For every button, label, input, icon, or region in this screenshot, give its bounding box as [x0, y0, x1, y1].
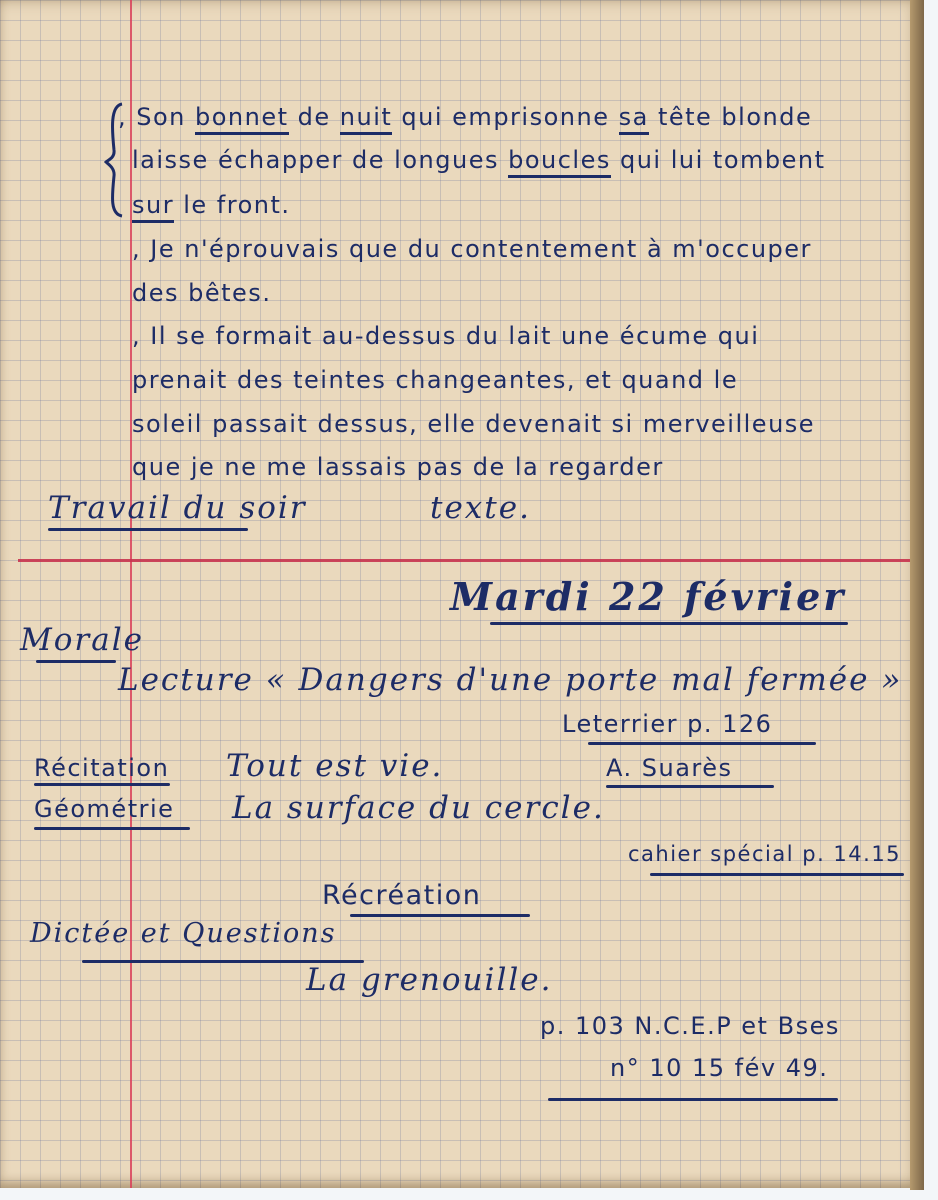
text-line-1 [118, 103, 812, 131]
line1-mid2: qui emprisonne [392, 103, 619, 131]
geometrie-ref-underline [650, 873, 904, 876]
date-heading: Mardi 22 février [450, 574, 847, 619]
word-sa: sa [619, 103, 649, 135]
recitation-underline [34, 783, 170, 786]
line1-mid1: de [288, 103, 340, 131]
dictee-title: La grenouille. [306, 962, 553, 998]
lecture-ref-underline [588, 742, 816, 745]
text-line-3 [132, 191, 291, 219]
notebook-page-edge [910, 0, 924, 1190]
text-line-5: des bêtes. [132, 279, 272, 307]
line1-prefix: , Son [118, 103, 196, 131]
line3-suffix: le front. [174, 191, 291, 219]
recitation-title: Tout est vie. [226, 748, 444, 784]
line1-suffix: tête blonde [648, 103, 813, 131]
dictee-label: Dictée et Questions [30, 918, 337, 949]
evening-label-underline [48, 528, 248, 531]
recreation-heading: Récréation [322, 880, 482, 911]
day-separator-line [18, 559, 910, 562]
recreation-underline [350, 914, 530, 917]
word-boucles: boucles [508, 146, 611, 178]
text-line-8: soleil passait dessus, elle devenait si merveilleuse [132, 410, 816, 438]
recitation-author: A. Suarès [606, 754, 733, 782]
lecture-reference: Leterrier p. 126 [562, 710, 773, 738]
geometrie-label: Géométrie [34, 795, 175, 823]
line2-suffix: qui lui tombent [610, 146, 826, 174]
evening-work-label: Travail du soir [48, 490, 307, 526]
word-sur: sur [132, 191, 174, 223]
word-nuit: nuit [340, 103, 393, 135]
geometrie-reference: cahier spécial p. 14.15 [628, 842, 902, 866]
morale-label: Morale [20, 622, 144, 658]
recitation-label: Récitation [34, 754, 170, 782]
date-underline [490, 622, 848, 625]
text-line-7: prenait des teintes changeantes, et quand le [132, 366, 739, 394]
text-line-4: , Je n'éprouvais que du contentement à m'occuper [132, 235, 812, 263]
dictee-reference-1: p. 103 N.C.E.P et Bses [540, 1012, 840, 1040]
line2-prefix: laisse échapper de longues [132, 146, 509, 174]
morale-underline [36, 660, 116, 663]
dictee-reference-2: n° 10 15 fév 49. [610, 1054, 829, 1082]
red-margin-line [130, 0, 132, 1188]
word-bonnet: bonnet [195, 103, 289, 135]
dictee-ref-underline [548, 1098, 838, 1101]
evening-work-value: texte. [430, 490, 531, 526]
text-line-2 [132, 146, 826, 174]
recitation-author-underline [606, 785, 774, 788]
geometrie-title: La surface du cercle. [232, 790, 605, 826]
geometrie-underline [34, 827, 190, 830]
text-line-9: que je ne me lassais pas de la regarder [132, 453, 664, 481]
text-line-6: , Il se formait au-dessus du lait une écume qui [132, 322, 760, 350]
lecture-line: Lecture « Dangers d'une porte mal fermée » [118, 662, 903, 698]
